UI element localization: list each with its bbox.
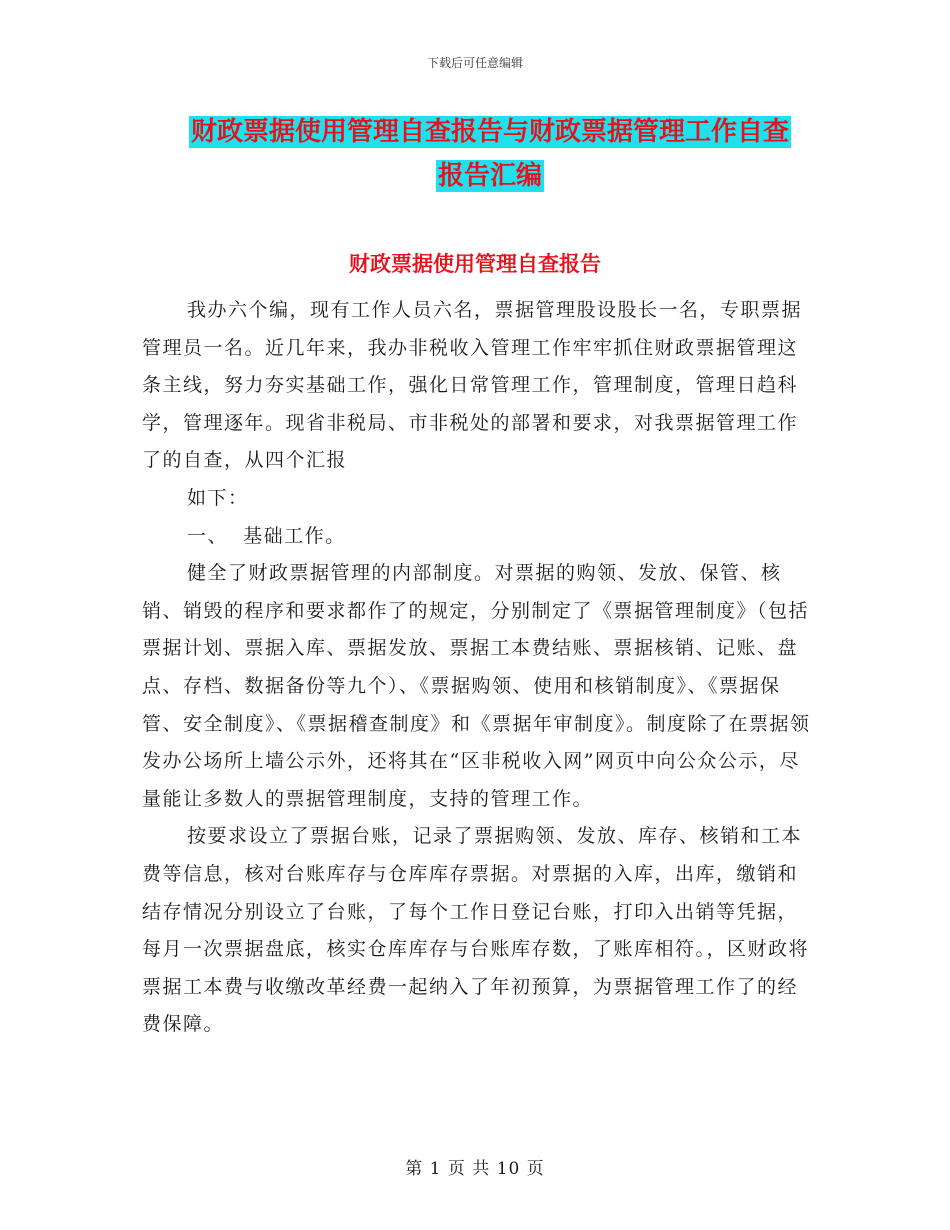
title-line-2: 报告汇编	[437, 161, 542, 191]
title-line-1: 财政票据使用管理自查报告与财政票据管理工作自查	[190, 117, 789, 147]
document-title	[140, 110, 840, 198]
section-title: 财政票据使用管理自查报告	[349, 251, 601, 276]
paragraph-as-follows: 如下：	[187, 486, 249, 509]
paragraph-internal-rules: 健全了财政票据管理的内部制度。对票据的购领、发放、保管、核销、销毁的程序和要求都作了的规定，分别制定了《票据管理制度》（包括票据计划、票据入库、票据发放、票据工本费结账、票据核销、记账、盘点、存档、数据备份等九个）、《票据购领、使用和核销制度》、《票据保管、安全制度》、《票据稽查制度》和《票据年审制度》。制度除了在票据领发办公场所上墙公示外，还将其在“区非税收入网”网页中向公众公示，尽量能让多数人的票据管理制度，支持的管理工作。	[142, 562, 811, 810]
page-number: 第 1 页 共 10 页	[405, 1159, 545, 1179]
paragraph-intro: 我办六个编，现有工作人员六名，票据管理股设股长一名，专职票据管理员一名。近几年来，我办非税收入管理工作牢牢抓住财政票据管理这条主线，努力夯实基础工作，强化日常管理工作，管理制度，管理日趋科学，管理逐年。现省非税局、市非税处的部署和要求，对我票据管理工作了的自查，从四个汇报	[142, 299, 803, 472]
section-heading-basic-work: 一、 基础工作。	[187, 524, 346, 547]
header-note: 下载后可任意编辑	[426, 56, 523, 70]
document-body	[142, 292, 812, 1044]
paragraph-ledger: 按要求设立了票据台账，记录了票据购领、发放、库存、核销和工本费等信息，核对台账库存与仓库库存票据。对票据的入库，出库，缴销和结存情况分别设立了台账，了每个工作日登记台账，打印入出销等凭据，每月一次票据盘底，核实仓库库存与台账库存数，了账库相符。，区财政将票据工本费与收缴改革经费一起纳入了年初预算，为票据管理工作了的经费保障。	[142, 825, 810, 1036]
